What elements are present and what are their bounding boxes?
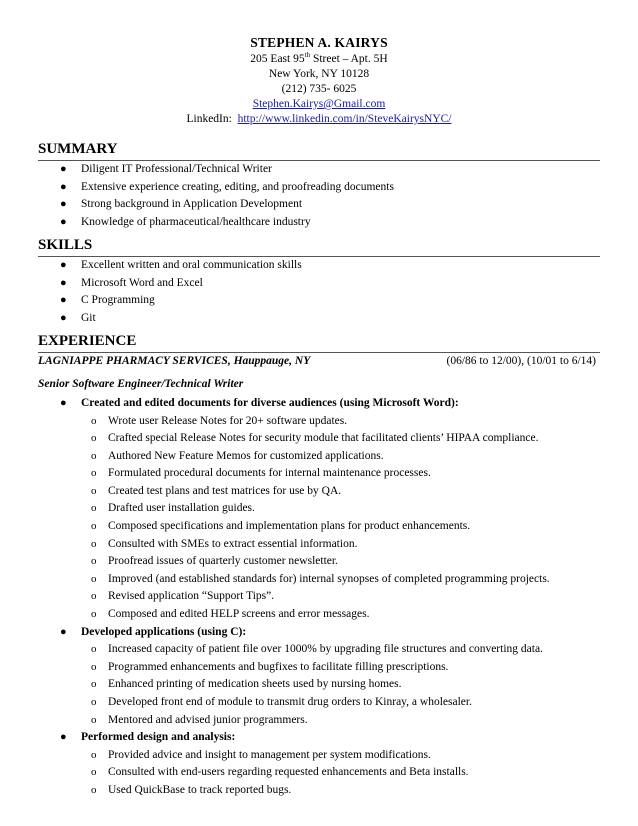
- circle-bullet-icon: o: [91, 660, 97, 673]
- duty-item-text: Consulted with SMEs to extract essential information.: [108, 537, 358, 550]
- list-item: [38, 292, 600, 310]
- job-title: Senior Software Engineer/Technical Writer: [38, 378, 244, 390]
- duty-item: [38, 553, 600, 571]
- circle-bullet-icon: o: [91, 484, 97, 497]
- duty-item-text: Consulted with end-users regarding requested enhancements and Beta installs.: [108, 766, 469, 779]
- bullet-icon: ●: [60, 259, 67, 271]
- duty-item-text: Composed and edited HELP screens and error messages.: [108, 608, 370, 621]
- duty-item-text: Developed front end of module to transmit drug orders to Kinray, a wholesaler.: [108, 695, 472, 708]
- address-line-2: New York, NY 10128: [268, 68, 370, 80]
- list-item-text: Extensive experience creating, editing, and proofreading documents: [81, 180, 394, 193]
- duty-item: [38, 483, 600, 501]
- duty-item-text: Provided advice and insight to management per system modifications.: [108, 748, 431, 761]
- employer-row: [38, 354, 600, 369]
- circle-bullet-icon: o: [91, 678, 97, 691]
- duty-item-text: Proofread issues of quarterly customer newsletter.: [108, 555, 338, 568]
- summary-heading: SUMMARY: [38, 141, 118, 157]
- bullet-icon: ●: [60, 625, 67, 638]
- duty-group-heading: [38, 395, 600, 413]
- experience-details: [38, 395, 600, 799]
- list-item-text: Git: [81, 311, 96, 324]
- list-item: [38, 310, 600, 328]
- bullet-icon: ●: [60, 731, 67, 744]
- circle-bullet-icon: o: [91, 590, 97, 603]
- duty-item-text: Authored New Feature Memos for customized applications.: [108, 449, 384, 462]
- address-street: 205 East 95: [250, 53, 305, 65]
- experience-heading: EXPERIENCE: [38, 333, 137, 349]
- list-item-text: Diligent IT Professional/Technical Writer: [81, 163, 272, 175]
- duty-item-text: Revised application “Support Tips”.: [108, 590, 275, 603]
- list-item: [38, 275, 600, 293]
- email-link[interactable]: Stephen.Kairys@Gmail.com: [252, 98, 386, 110]
- duty-item: [38, 518, 600, 536]
- duty-item-text: Formulated procedural documents for internal maintenance processes.: [108, 467, 431, 480]
- duty-item: [38, 430, 600, 448]
- duty-group-title: Developed applications (using C):: [81, 625, 247, 638]
- duty-item-text: Created test plans and test matrices for use by QA.: [108, 484, 342, 497]
- email-row: [0, 97, 638, 112]
- bullet-icon: ●: [60, 311, 67, 324]
- list-item-text: Microsoft Word and Excel: [81, 276, 203, 289]
- company-location: , Hauppauge, NY: [227, 355, 311, 367]
- circle-bullet-icon: o: [91, 783, 97, 796]
- duty-item: [38, 536, 600, 554]
- duty-item-text: Increased capacity of patient file over 1000% by upgrading file structures and converting data.: [108, 643, 543, 656]
- linkedin-link[interactable]: http://www.linkedin.com/in/SteveKairysNYC/: [237, 113, 452, 125]
- skills-section: [38, 236, 600, 327]
- phone-number: (212) 735- 6025: [281, 83, 357, 95]
- bullet-icon: ●: [60, 276, 67, 289]
- list-item-text: C Programming: [81, 294, 155, 306]
- duty-item: [38, 606, 600, 624]
- circle-bullet-icon: o: [91, 467, 97, 480]
- circle-bullet-icon: o: [91, 432, 97, 445]
- duty-group-title: Created and edited documents for diverse audiences (using Microsoft Word):: [81, 397, 459, 409]
- summary-list: [38, 161, 600, 231]
- duty-item-text: Mentored and advised junior programmers.: [108, 713, 308, 726]
- duty-item: [38, 448, 600, 466]
- duty-item: [38, 747, 600, 765]
- list-item: [38, 161, 600, 179]
- duty-group-heading: [38, 729, 600, 747]
- duty-item-text: Composed specifications and implementation plans for product enhancements.: [108, 520, 471, 533]
- list-item-text: Knowledge of pharmaceutical/healthcare industry: [81, 215, 311, 228]
- summary-section: [38, 140, 600, 231]
- duty-item: [38, 571, 600, 589]
- experience-section: [38, 332, 600, 353]
- duty-item-text: Wrote user Release Notes for 20+ software updates.: [108, 414, 348, 427]
- duty-item: [38, 712, 600, 730]
- duty-item: [38, 659, 600, 677]
- circle-bullet-icon: o: [91, 643, 97, 656]
- bullet-icon: ●: [60, 294, 67, 306]
- circle-bullet-icon: o: [91, 713, 97, 726]
- bullet-icon: ●: [60, 198, 67, 210]
- circle-bullet-icon: o: [91, 695, 97, 708]
- circle-bullet-icon: o: [91, 537, 97, 550]
- circle-bullet-icon: o: [91, 449, 97, 462]
- duty-group-heading: [38, 624, 600, 642]
- bullet-icon: ●: [60, 215, 67, 228]
- skills-heading: SKILLS: [38, 237, 93, 253]
- skills-list: [38, 257, 600, 327]
- circle-bullet-icon: o: [91, 748, 97, 761]
- duty-item-text: Drafted user installation guides.: [108, 502, 255, 515]
- company-name: LAGNIAPPE PHARMACY SERVICES: [38, 355, 228, 367]
- ordinal-suffix: th: [304, 51, 311, 60]
- address-line-1: [0, 52, 638, 67]
- duty-item: [38, 676, 600, 694]
- duty-item: [38, 694, 600, 712]
- duty-item-text: Programmed enhancements and bugfixes to facilitate filling prescriptions.: [108, 660, 449, 673]
- duty-item: [38, 500, 600, 518]
- duty-item: [38, 764, 600, 782]
- candidate-name: STEPHEN A. KAIRYS: [250, 35, 388, 50]
- list-item: [38, 214, 600, 232]
- bullet-icon: ●: [60, 180, 67, 193]
- circle-bullet-icon: o: [91, 608, 97, 621]
- duty-item-text: Enhanced printing of medication sheets used by nursing homes.: [108, 678, 402, 691]
- circle-bullet-icon: o: [91, 766, 97, 779]
- duty-item-text: Crafted special Release Notes for security module that facilitated clients’ HIPAA compliance.: [108, 432, 539, 445]
- section-divider: [38, 352, 600, 353]
- resume-header: [0, 34, 638, 127]
- duty-item-text: Improved (and established standards for) internal synopses of completed programming projects.: [108, 572, 550, 585]
- duty-item: [38, 413, 600, 431]
- linkedin-label: LinkedIn:: [186, 113, 232, 125]
- list-item: [38, 179, 600, 197]
- list-item: [38, 196, 600, 214]
- duty-item-text: Used QuickBase to track reported bugs.: [108, 783, 292, 796]
- circle-bullet-icon: o: [91, 572, 97, 585]
- list-item: [38, 257, 600, 275]
- duty-item: [38, 641, 600, 659]
- duty-item: [38, 782, 600, 800]
- list-item-text: Excellent written and oral communication skills: [81, 259, 302, 271]
- duty-item: [38, 588, 600, 606]
- duty-group-title: Performed design and analysis:: [81, 731, 236, 744]
- address-apt: Street – Apt. 5H: [310, 53, 388, 65]
- circle-bullet-icon: o: [91, 520, 97, 533]
- circle-bullet-icon: o: [91, 555, 97, 568]
- employment-dates: (06/86 to 12/00), (10/01 to 6/14): [446, 355, 596, 367]
- circle-bullet-icon: o: [91, 502, 97, 515]
- bullet-icon: ●: [60, 163, 67, 175]
- duty-item: [38, 465, 600, 483]
- linkedin-row: [0, 112, 638, 127]
- circle-bullet-icon: o: [91, 414, 97, 427]
- bullet-icon: ●: [60, 397, 67, 409]
- list-item-text: Strong background in Application Development: [81, 198, 303, 210]
